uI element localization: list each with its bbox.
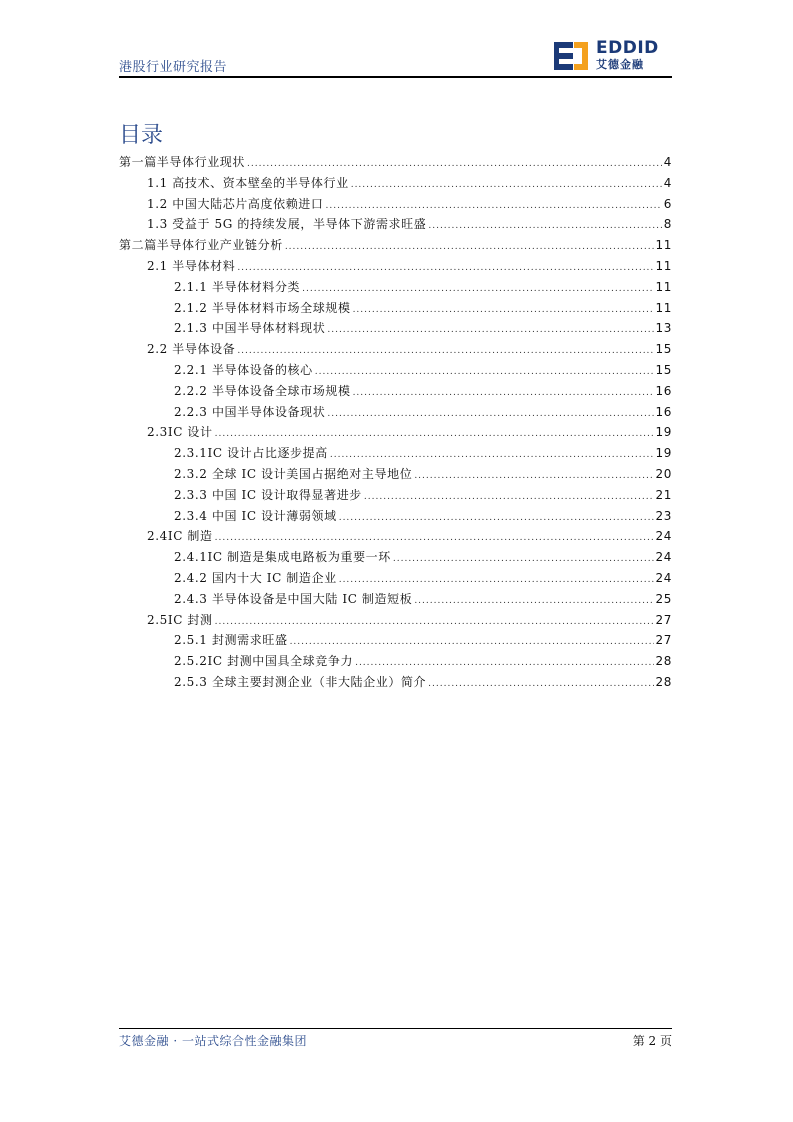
- toc-dot-leader: [428, 216, 661, 237]
- toc-dot-leader: [326, 196, 662, 217]
- logo-text-cn: 艾德金融: [596, 58, 644, 71]
- toc-entry-page: 27: [655, 633, 672, 648]
- toc-dot-leader: [330, 445, 654, 466]
- toc-entry-label: 2.3IC 设计: [147, 425, 213, 440]
- toc-entry[interactable]: [119, 422, 672, 443]
- toc-entry-label: 2.5.1 封测需求旺盛: [174, 633, 288, 648]
- toc-entry[interactable]: [119, 277, 672, 298]
- toc-entry-page: 11: [655, 300, 672, 315]
- toc-dot-leader: [393, 549, 654, 570]
- toc-dot-leader: [339, 508, 654, 529]
- toc-dot-leader: [339, 570, 654, 591]
- toc-entry[interactable]: [119, 402, 672, 423]
- toc-dot-leader: [364, 487, 654, 508]
- toc-entry-page: 15: [655, 362, 672, 377]
- toc-entry-label: 2.2.2 半导体设备全球市场规模: [174, 383, 351, 398]
- toc-entry[interactable]: [119, 214, 672, 235]
- toc-entry-page: 19: [655, 446, 672, 461]
- toc-dot-leader: [315, 362, 654, 383]
- toc-dot-leader: [414, 591, 653, 612]
- toc-entry-page: 20: [655, 466, 672, 481]
- toc-entry-page: 24: [655, 529, 672, 544]
- toc-entry-label: 2.1 半导体材料: [147, 258, 236, 273]
- toc-entry-label: 2.3.3 中国 IC 设计取得显著进步: [174, 487, 362, 502]
- toc-dot-leader: [290, 632, 654, 653]
- toc-entry-page: 15: [655, 342, 672, 357]
- toc-entry-label: 1.3 受益于 5G 的持续发展，半导体下游需求旺盛: [147, 217, 427, 232]
- toc-entry-page: 13: [655, 321, 672, 336]
- toc-entry-label: 2.3.4 中国 IC 设计薄弱领域: [174, 508, 337, 523]
- toc-entry-page: 23: [655, 508, 672, 523]
- toc-entry[interactable]: [119, 443, 672, 464]
- toc-dot-leader: [414, 466, 653, 487]
- toc-entry[interactable]: [119, 589, 672, 610]
- toc-dot-leader: [327, 404, 653, 425]
- toc-entry[interactable]: [119, 610, 672, 631]
- footer-divider: [119, 1028, 672, 1029]
- toc-entry-label: 2.5.2IC 封测中国具全球竞争力: [174, 654, 354, 669]
- toc-entry-page: 11: [655, 238, 672, 253]
- toc-dot-leader: [285, 237, 654, 258]
- toc-entry[interactable]: [119, 173, 672, 194]
- toc-entry[interactable]: [119, 360, 672, 381]
- footer-tagline: 艾德金融 · 一站式综合性金融集团: [119, 1034, 307, 1048]
- toc-entry-label: 2.4.3 半导体设备是中国大陆 IC 制造短板: [174, 591, 413, 606]
- toc-entry-page: 21: [655, 487, 672, 502]
- toc-entry[interactable]: [119, 526, 672, 547]
- toc-entry-page: 11: [655, 279, 672, 294]
- toc-dot-leader: [215, 424, 654, 445]
- toc-entry-page: 16: [655, 383, 672, 398]
- toc-entry-page: 28: [655, 674, 672, 689]
- toc-entry-label: 第一篇半导体行业现状: [119, 155, 246, 169]
- toc-entry-page: 4: [663, 155, 672, 169]
- toc-dot-leader: [215, 612, 654, 633]
- toc-entry-page: 24: [655, 550, 672, 565]
- toc-entry[interactable]: [119, 152, 672, 173]
- toc-entry-page: 19: [655, 425, 672, 440]
- toc-entry[interactable]: [119, 298, 672, 319]
- toc-dot-leader: [237, 258, 653, 279]
- toc-dot-leader: [353, 300, 654, 321]
- company-logo: [554, 38, 674, 72]
- toc-entry[interactable]: [119, 256, 672, 277]
- toc-entry-label: 2.4.2 国内十大 IC 制造企业: [174, 570, 337, 585]
- toc-entry[interactable]: [119, 506, 672, 527]
- table-of-contents: [119, 152, 672, 693]
- toc-entry-label: 2.4.1IC 制造是集成电路板为重要一环: [174, 550, 391, 565]
- toc-entry-label: 2.1.1 半导体材料分类: [174, 279, 301, 294]
- toc-entry[interactable]: [119, 381, 672, 402]
- toc-entry-label: 第二篇半导体行业产业链分析: [119, 238, 283, 253]
- toc-entry[interactable]: [119, 568, 672, 589]
- toc-dot-leader: [302, 279, 653, 300]
- toc-entry-label: 2.2.3 中国半导体设备现状: [174, 404, 326, 419]
- header-divider: [119, 76, 672, 78]
- page-number: 第 2 页: [632, 1034, 672, 1048]
- toc-entry[interactable]: [119, 547, 672, 568]
- toc-entry[interactable]: [119, 672, 672, 693]
- toc-entry-label: 2.3.2 全球 IC 设计美国占据绝对主导地位: [174, 466, 413, 481]
- toc-entry-label: 1.1 高技术、资本壁垒的半导体行业: [147, 175, 349, 190]
- toc-entry-label: 2.5.3 全球主要封测企业（非大陆企业）简介: [174, 674, 427, 689]
- eddid-logo-icon: [554, 42, 588, 70]
- toc-entry-label: 1.2 中国大陆芯片高度依赖进口: [147, 196, 324, 211]
- toc-entry[interactable]: [119, 651, 672, 672]
- toc-entry-label: 2.3.1IC 设计占比逐步提高: [174, 446, 328, 461]
- toc-entry-label: 2.2 半导体设备: [147, 342, 236, 357]
- toc-entry-page: 11: [655, 258, 672, 273]
- toc-entry-label: 2.5IC 封测: [147, 612, 213, 627]
- toc-entry-label: 2.4IC 制造: [147, 529, 213, 544]
- toc-entry[interactable]: [119, 464, 672, 485]
- logo-text-en: EDDID: [596, 38, 659, 58]
- toc-entry[interactable]: [119, 194, 672, 215]
- toc-dot-leader: [327, 320, 653, 341]
- toc-entry-label: 2.1.2 半导体材料市场全球规模: [174, 300, 351, 315]
- report-category: 港股行业研究报告: [119, 60, 228, 75]
- toc-dot-leader: [355, 653, 653, 674]
- toc-dot-leader: [215, 528, 654, 549]
- toc-entry[interactable]: [119, 485, 672, 506]
- toc-dot-leader: [247, 154, 662, 175]
- toc-dot-leader: [351, 175, 662, 196]
- toc-dot-leader: [237, 341, 653, 362]
- toc-entry[interactable]: [119, 235, 672, 256]
- toc-entry-page: 4: [663, 175, 672, 190]
- toc-entry-page: 25: [655, 591, 672, 606]
- toc-entry-page: 24: [655, 570, 672, 585]
- toc-entry-page: 6: [663, 196, 672, 211]
- toc-entry-label: 2.2.1 半导体设备的核心: [174, 362, 313, 377]
- toc-entry-page: 27: [655, 612, 672, 627]
- toc-entry-page: 28: [655, 654, 672, 669]
- toc-entry[interactable]: [119, 318, 672, 339]
- toc-entry[interactable]: [119, 339, 672, 360]
- toc-entry-page: 16: [655, 404, 672, 419]
- toc-entry-label: 2.1.3 中国半导体材料现状: [174, 321, 326, 336]
- toc-entry[interactable]: [119, 630, 672, 651]
- toc-entry-page: 8: [663, 217, 672, 232]
- toc-heading: 目录: [119, 123, 164, 148]
- toc-dot-leader: [428, 674, 653, 695]
- toc-dot-leader: [353, 383, 654, 404]
